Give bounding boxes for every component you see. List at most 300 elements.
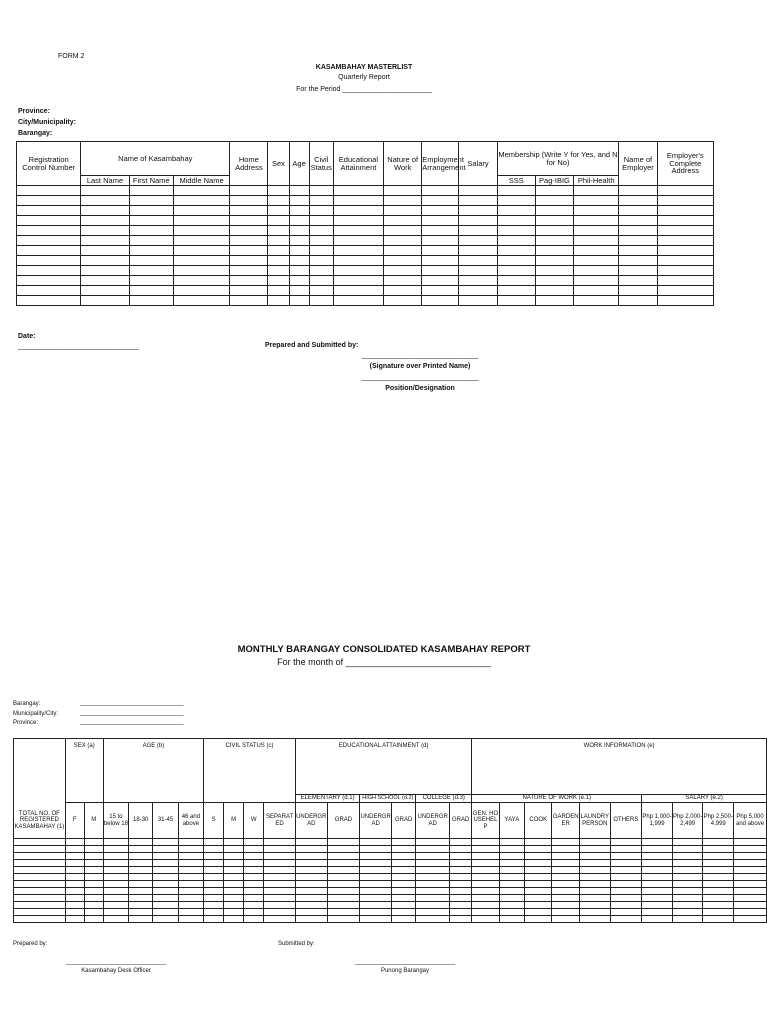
empty-cell: [497, 296, 535, 306]
empty-cell: [472, 916, 499, 923]
empty-cell: [499, 860, 524, 867]
empty-cell: [535, 296, 573, 306]
masterlist-table: [16, 141, 714, 306]
empty-cell: [14, 909, 66, 916]
empty-cell: [391, 881, 415, 888]
empty-cell: [552, 909, 579, 916]
empty-cell: [103, 846, 128, 853]
form-number: FORM 2: [58, 53, 85, 60]
empty-cell: [173, 296, 229, 306]
col-age: Age: [289, 142, 309, 186]
empty-cell: [333, 216, 383, 226]
empty-cell: [391, 902, 415, 909]
empty-cell: [391, 909, 415, 916]
empty-cell: [579, 895, 610, 902]
empty-cell: [579, 902, 610, 909]
empty-cell: [65, 860, 84, 867]
empty-cell: [81, 276, 129, 286]
empty-cell: [224, 909, 244, 916]
empty-cell: [17, 226, 81, 236]
empty-cell: [391, 860, 415, 867]
empty-cell: [309, 256, 333, 266]
empty-cell: [459, 276, 497, 286]
empty-cell: [268, 286, 289, 296]
empty-cell: [672, 916, 703, 923]
empty-cell: [391, 916, 415, 923]
empty-cell: [224, 846, 244, 853]
empty-cell: [552, 839, 579, 846]
empty-cell: [129, 216, 173, 226]
empty-cell: [384, 186, 422, 196]
empty-cell: [360, 916, 392, 923]
empty-cell: [672, 881, 703, 888]
empty-cell: [178, 902, 203, 909]
empty-cell: [333, 256, 383, 266]
empty-cell: [672, 839, 703, 846]
empty-cell: [703, 895, 734, 902]
empty-cell: [295, 846, 327, 853]
col-employer-address: Employer's Complete Address: [657, 142, 713, 186]
empty-cell: [497, 216, 535, 226]
empty-cell: [535, 226, 573, 236]
empty-cell: [289, 286, 309, 296]
empty-cell: [574, 226, 619, 236]
col-elem-undergrad: UNDERGRAD: [295, 803, 327, 839]
empty-cell: [333, 186, 383, 196]
empty-cell: [574, 256, 619, 266]
empty-cell: [268, 266, 289, 276]
empty-cell: [17, 246, 81, 256]
empty-cell: [289, 266, 309, 276]
empty-cell: [497, 276, 535, 286]
empty-cell: [264, 881, 296, 888]
empty-cell: [129, 246, 173, 256]
empty-cell: [657, 256, 713, 266]
empty-cell: [204, 846, 224, 853]
empty-cell: [574, 216, 619, 226]
empty-cell: [224, 853, 244, 860]
empty-cell: [642, 902, 673, 909]
col-college: COLLEGE (d.3): [416, 795, 472, 803]
empty-cell: [657, 276, 713, 286]
empty-cell: [224, 867, 244, 874]
table-row: [17, 256, 714, 266]
empty-cell: [642, 895, 673, 902]
empty-cell: [472, 888, 499, 895]
empty-cell: [525, 902, 552, 909]
empty-cell: [416, 916, 450, 923]
consolidated-title: MONTHLY BARANGAY CONSOLIDATED KASAMBAHAY REPORT: [237, 644, 531, 655]
empty-cell: [422, 226, 459, 236]
table-row: [17, 196, 714, 206]
empty-cell: [153, 839, 178, 846]
empty-cell: [153, 916, 178, 923]
empty-cell: [244, 874, 264, 881]
empty-cell: [295, 867, 327, 874]
empty-cell: [610, 839, 642, 846]
empty-cell: [81, 206, 129, 216]
empty-cell: [173, 206, 229, 216]
empty-cell: [264, 895, 296, 902]
empty-cell: [17, 186, 81, 196]
empty-cell: [230, 236, 268, 246]
empty-cell: [153, 895, 178, 902]
empty-cell: [129, 266, 173, 276]
empty-cell: [333, 296, 383, 306]
empty-cell: [333, 196, 383, 206]
empty-cell: [333, 236, 383, 246]
empty-cell: [574, 246, 619, 256]
prepared-submitted-label: Prepared and Submitted by:: [265, 342, 359, 349]
empty-cell: [264, 874, 296, 881]
empty-cell: [178, 888, 203, 895]
empty-cell: [574, 266, 619, 276]
empty-cell: [14, 902, 66, 909]
punong-caption: Punong Barangay: [380, 968, 430, 974]
empty-cell: [230, 246, 268, 256]
empty-cell: [129, 196, 173, 206]
empty-cell: [552, 895, 579, 902]
empty-cell: [129, 867, 153, 874]
empty-cell: [17, 216, 81, 226]
empty-cell: [264, 909, 296, 916]
empty-cell: [14, 888, 66, 895]
empty-cell: [103, 916, 128, 923]
empty-cell: [472, 881, 499, 888]
empty-cell: [244, 839, 264, 846]
empty-cell: [327, 888, 360, 895]
empty-cell: [416, 860, 450, 867]
col-married: M: [224, 803, 244, 839]
empty-cell: [360, 888, 392, 895]
table-row: [17, 296, 714, 306]
empty-cell: [81, 246, 129, 256]
empty-cell: [178, 860, 203, 867]
table-row: [17, 266, 714, 276]
col-college-undergrad: UNDERGRAD: [416, 803, 450, 839]
table-row: [17, 186, 714, 196]
empty-cell: [416, 874, 450, 881]
empty-cell: [672, 860, 703, 867]
empty-cell: [81, 186, 129, 196]
empty-cell: [268, 216, 289, 226]
empty-cell: [391, 888, 415, 895]
empty-cell: [17, 296, 81, 306]
empty-cell: [204, 853, 224, 860]
empty-cell: [295, 888, 327, 895]
empty-cell: [657, 286, 713, 296]
empty-cell: [264, 839, 296, 846]
empty-cell: [703, 874, 734, 881]
empty-cell: [333, 286, 383, 296]
empty-cell: [224, 895, 244, 902]
empty-cell: [734, 853, 767, 860]
empty-cell: [244, 916, 264, 923]
col-salary-1000: Php 1,000-1,999: [642, 803, 673, 839]
empty-cell: [525, 867, 552, 874]
empty-cell: [642, 888, 673, 895]
empty-cell: [268, 186, 289, 196]
col-laundry: LAUNDRY PERSON: [579, 803, 610, 839]
col-salary-2000: Php 2,000-2,499: [672, 803, 703, 839]
empty-cell: [672, 874, 703, 881]
empty-cell: [416, 853, 450, 860]
col-education: Educational Attainment: [333, 142, 383, 186]
empty-cell: [384, 256, 422, 266]
empty-cell: [65, 916, 84, 923]
empty-cell: [610, 881, 642, 888]
empty-cell: [422, 276, 459, 286]
empty-cell: [391, 895, 415, 902]
empty-cell: [103, 853, 128, 860]
empty-cell: [264, 916, 296, 923]
empty-cell: [14, 867, 66, 874]
empty-cell: [535, 246, 573, 256]
empty-cell: [384, 296, 422, 306]
empty-cell: [224, 888, 244, 895]
empty-cell: [14, 895, 66, 902]
empty-cell: [178, 853, 203, 860]
barangay-label-2: Barangay:: [13, 701, 41, 707]
empty-cell: [642, 867, 673, 874]
empty-cell: [295, 902, 327, 909]
empty-cell: [84, 860, 103, 867]
empty-cell: [734, 916, 767, 923]
empty-cell: [103, 860, 128, 867]
empty-cell: [295, 916, 327, 923]
punong-signature-line: ______________________________: [354, 959, 456, 965]
col-hs-grad: GRAD: [391, 803, 415, 839]
empty-cell: [499, 881, 524, 888]
col-work-group: WORK INFORMATION (e): [472, 739, 767, 795]
empty-cell: [703, 867, 734, 874]
empty-cell: [295, 909, 327, 916]
empty-cell: [384, 226, 422, 236]
empty-cell: [309, 216, 333, 226]
empty-cell: [244, 888, 264, 895]
empty-cell: [642, 860, 673, 867]
empty-cell: [129, 860, 153, 867]
empty-cell: [333, 226, 383, 236]
empty-cell: [129, 256, 173, 266]
col-single: S: [204, 803, 224, 839]
col-nature-of-work-2: NATURE OF WORK (e.1): [472, 795, 642, 803]
empty-cell: [450, 867, 472, 874]
empty-cell: [81, 216, 129, 226]
col-others: OTHERS: [610, 803, 642, 839]
empty-cell: [657, 216, 713, 226]
empty-cell: [264, 860, 296, 867]
empty-cell: [153, 888, 178, 895]
empty-cell: [224, 860, 244, 867]
empty-cell: [579, 874, 610, 881]
empty-cell: [204, 881, 224, 888]
empty-cell: [416, 902, 450, 909]
empty-cell: [289, 216, 309, 226]
empty-cell: [703, 916, 734, 923]
empty-cell: [153, 909, 178, 916]
empty-cell: [129, 206, 173, 216]
empty-cell: [499, 839, 524, 846]
col-pagibig: Pag-IBIG: [535, 176, 573, 186]
empty-cell: [391, 839, 415, 846]
col-home-address: Home Address: [230, 142, 268, 186]
empty-cell: [17, 236, 81, 246]
empty-cell: [153, 853, 178, 860]
municipality-line: _______________________________: [80, 710, 184, 716]
empty-cell: [289, 276, 309, 286]
table-row: [17, 216, 714, 226]
empty-cell: [535, 216, 573, 226]
empty-cell: [642, 853, 673, 860]
empty-cell: [244, 902, 264, 909]
empty-cell: [173, 226, 229, 236]
empty-cell: [422, 206, 459, 216]
empty-cell: [264, 853, 296, 860]
empty-cell: [309, 186, 333, 196]
empty-cell: [619, 246, 657, 256]
empty-cell: [499, 902, 524, 909]
empty-cell: [178, 846, 203, 853]
empty-cell: [309, 276, 333, 286]
empty-cell: [84, 909, 103, 916]
empty-cell: [535, 286, 573, 296]
empty-cell: [450, 846, 472, 853]
empty-cell: [619, 266, 657, 276]
empty-cell: [734, 860, 767, 867]
empty-cell: [525, 860, 552, 867]
empty-cell: [129, 874, 153, 881]
empty-cell: [333, 246, 383, 256]
empty-cell: [657, 196, 713, 206]
empty-cell: [17, 196, 81, 206]
empty-cell: [497, 206, 535, 216]
empty-cell: [574, 286, 619, 296]
masterlist-title: KASAMBAHAY MASTERLIST: [315, 64, 413, 71]
col-philhealth: Phil-Health: [574, 176, 619, 186]
empty-cell: [552, 846, 579, 853]
empty-cell: [391, 853, 415, 860]
empty-cell: [579, 853, 610, 860]
empty-cell: [459, 196, 497, 206]
empty-cell: [230, 296, 268, 306]
empty-cell: [327, 860, 360, 867]
empty-cell: [65, 846, 84, 853]
province-label: Province:: [18, 108, 50, 115]
empty-cell: [734, 867, 767, 874]
empty-cell: [268, 296, 289, 306]
empty-cell: [459, 246, 497, 256]
col-salary-5000: Php 5,000 and above: [734, 803, 767, 839]
empty-cell: [309, 236, 333, 246]
empty-cell: [244, 846, 264, 853]
empty-cell: [268, 236, 289, 246]
empty-cell: [535, 266, 573, 276]
signature-caption: (Signature over Printed Name): [369, 363, 471, 370]
empty-cell: [129, 888, 153, 895]
empty-cell: [610, 902, 642, 909]
empty-cell: [14, 916, 66, 923]
empty-cell: [295, 881, 327, 888]
empty-cell: [450, 916, 472, 923]
empty-cell: [333, 276, 383, 286]
empty-cell: [333, 266, 383, 276]
empty-cell: [499, 895, 524, 902]
empty-cell: [672, 895, 703, 902]
empty-cell: [422, 256, 459, 266]
empty-cell: [230, 226, 268, 236]
empty-cell: [619, 296, 657, 306]
empty-cell: [472, 902, 499, 909]
empty-cell: [422, 266, 459, 276]
consolidated-table: [13, 738, 767, 923]
empty-cell: [579, 867, 610, 874]
empty-cell: [472, 860, 499, 867]
empty-cell: [703, 846, 734, 853]
empty-cell: [579, 909, 610, 916]
empty-cell: [499, 874, 524, 881]
empty-cell: [459, 286, 497, 296]
masterlist-subtitle: Quarterly Report: [338, 74, 390, 81]
empty-cell: [384, 286, 422, 296]
table-row: [17, 236, 714, 246]
col-sex-group: SEX (a): [65, 739, 103, 803]
empty-cell: [264, 867, 296, 874]
empty-cell: [642, 846, 673, 853]
empty-cell: [244, 860, 264, 867]
empty-cell: [224, 902, 244, 909]
empty-cell: [204, 909, 224, 916]
empty-cell: [450, 853, 472, 860]
empty-cell: [129, 186, 173, 196]
empty-cell: [289, 186, 309, 196]
empty-cell: [422, 286, 459, 296]
empty-cell: [574, 296, 619, 306]
empty-cell: [416, 846, 450, 853]
position-caption: Position/Designation: [385, 385, 455, 392]
empty-cell: [535, 236, 573, 246]
col-age-18-30: 18-30: [129, 803, 153, 839]
empty-cell: [535, 186, 573, 196]
empty-cell: [734, 839, 767, 846]
empty-cell: [552, 874, 579, 881]
empty-cell: [178, 916, 203, 923]
col-sex: Sex: [268, 142, 289, 186]
empty-cell: [173, 286, 229, 296]
empty-cell: [672, 909, 703, 916]
empty-cell: [84, 881, 103, 888]
empty-cell: [327, 916, 360, 923]
empty-cell: [289, 236, 309, 246]
empty-cell: [173, 266, 229, 276]
empty-cell: [204, 867, 224, 874]
col-nature-of-work: Nature of Work: [384, 142, 422, 186]
empty-cell: [360, 860, 392, 867]
empty-cell: [734, 881, 767, 888]
empty-cell: [84, 895, 103, 902]
empty-cell: [525, 853, 552, 860]
empty-cell: [472, 839, 499, 846]
empty-cell: [178, 881, 203, 888]
empty-cell: [230, 206, 268, 216]
table-row: [14, 839, 767, 846]
col-last-name: Last Name: [81, 176, 129, 186]
empty-cell: [230, 276, 268, 286]
empty-cell: [619, 216, 657, 226]
barangay-label: Barangay:: [18, 130, 53, 137]
empty-cell: [579, 888, 610, 895]
empty-cell: [230, 256, 268, 266]
